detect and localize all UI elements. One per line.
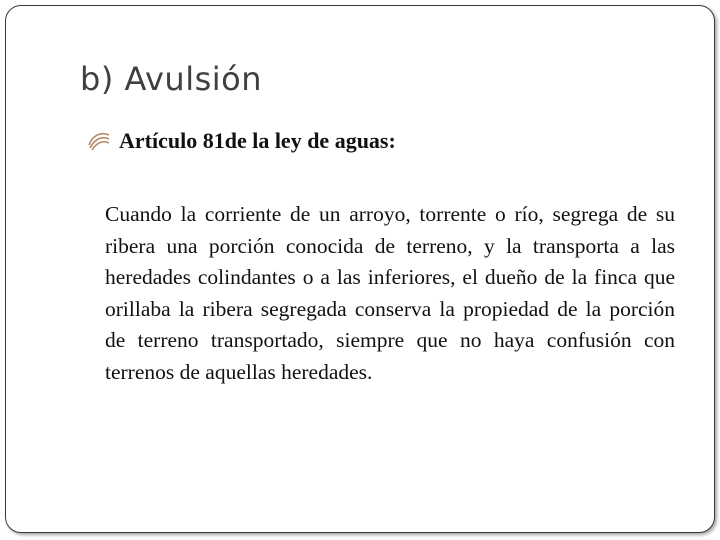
slide-title: b) Avulsión [80,60,263,98]
bullet-text: Artículo 81de la ley de aguas: [119,128,396,153]
body-paragraph: Cuando la corriente de un arroyo, torrente o río, segrega de su ribera una porción conocida de terreno, y la transporta a las heredades colindantes o a las inferiores, el dueño de la finca que orillaba la ribera segregada conserva la propiedad de la porción de terreno transportado, siempre que no haya confusión con terrenos de aquellas heredades. [105,202,675,384]
bullet-item [88,128,396,154]
swoosh-bullet-icon [88,131,110,151]
